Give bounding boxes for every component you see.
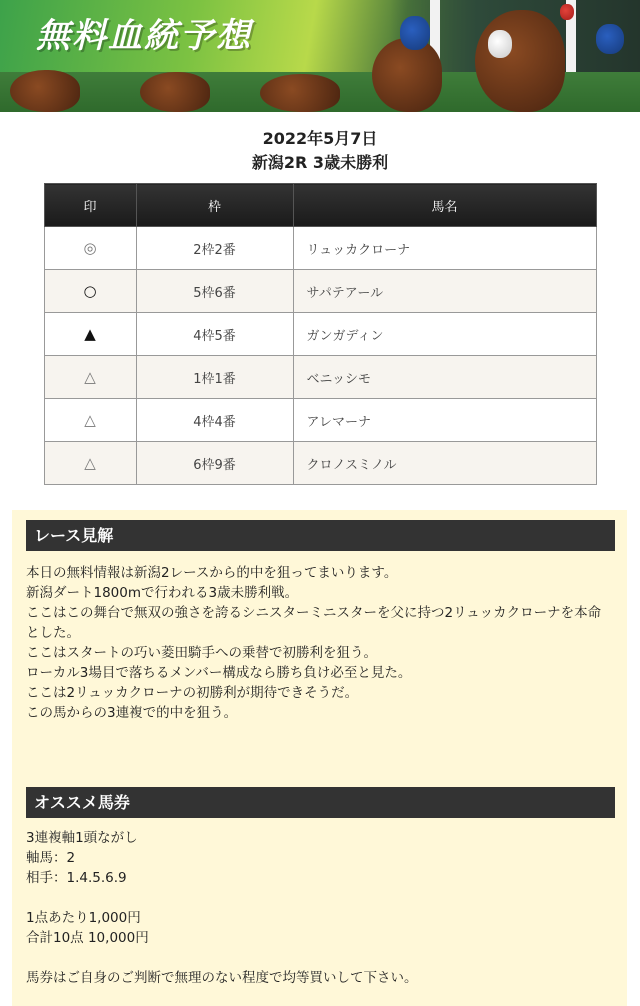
analysis-line: ここはこの舞台で無双の強さを誇るシニスターミニスターを父に持つ2リュッカクローナを本命 bbox=[26, 605, 602, 621]
analysis-line: ここはスタートの巧い菱田騎手への乗替で初勝利を狙う。 bbox=[26, 645, 377, 661]
analysis-line: ローカル3場目で落ちるメンバー構成なら勝ち負け必至と見た。 bbox=[26, 665, 412, 681]
banner-horse-image bbox=[372, 38, 442, 112]
table-row bbox=[44, 227, 596, 270]
gate-cell: 4枠5番 bbox=[136, 313, 293, 356]
horse-name-cell: アレマーナ bbox=[293, 399, 596, 442]
gate-cell: 5枠6番 bbox=[136, 270, 293, 313]
analysis-line: 新潟ダート1800mで行われる3歳未勝利戦。 bbox=[26, 585, 299, 601]
banner-jockey-image bbox=[488, 30, 512, 58]
banner-horse-image bbox=[10, 70, 80, 112]
header-horse-name: 馬名 bbox=[293, 184, 596, 227]
table-header-row bbox=[44, 184, 596, 227]
bet-line: 3連複軸1頭ながし bbox=[26, 830, 138, 846]
gate-cell: 6枠9番 bbox=[136, 442, 293, 485]
race-heading bbox=[0, 112, 640, 175]
race-analysis-text bbox=[26, 563, 621, 723]
recommended-bets-text bbox=[26, 828, 621, 988]
table-row bbox=[44, 313, 596, 356]
horse-name-cell: リュッカクローナ bbox=[293, 227, 596, 270]
banner-jockey-image bbox=[596, 24, 624, 54]
horse-name-cell: クロノスミノル bbox=[293, 442, 596, 485]
mark-cell: △ bbox=[44, 399, 136, 442]
analysis-line: ここは2リュッカクローナの初勝利が期待できそうだ。 bbox=[26, 685, 359, 701]
banner-jockey-image bbox=[400, 16, 430, 50]
banner-horse-image bbox=[260, 74, 340, 112]
bet-line bbox=[26, 888, 621, 908]
gate-cell: 4枠4番 bbox=[136, 399, 293, 442]
bet-line bbox=[26, 948, 621, 968]
mark-cell: △ bbox=[44, 442, 136, 485]
horse-name-cell: ガンガディン bbox=[293, 313, 596, 356]
header-banner bbox=[0, 0, 640, 112]
table-row bbox=[44, 442, 596, 485]
analysis-panel bbox=[12, 510, 627, 1006]
banner-jockey-image bbox=[560, 4, 574, 20]
gate-cell: 1枠1番 bbox=[136, 356, 293, 399]
mark-cell: ◎ bbox=[44, 227, 136, 270]
bet-line: 相手：1.4.5.6.9 bbox=[26, 870, 127, 886]
banner-horse-image bbox=[475, 10, 565, 112]
gate-cell: 2枠2番 bbox=[136, 227, 293, 270]
race-name: 新潟2R 3歳未勝利 bbox=[251, 153, 389, 172]
analysis-line: とした。 bbox=[26, 625, 80, 641]
banner-title: 無料血統予想 bbox=[36, 16, 252, 56]
mark-cell: △ bbox=[44, 356, 136, 399]
bet-line: 馬券はご自身のご判断で無理のない程度で均等買いして下さい。 bbox=[26, 970, 418, 986]
horse-name-cell: サパテアール bbox=[293, 270, 596, 313]
bet-line: 合計10点 10,000円 bbox=[26, 930, 149, 946]
race-analysis-heading: レース見解 bbox=[26, 520, 615, 551]
analysis-line: 本日の無料情報は新潟2レースから的中を狙ってまいります。 bbox=[26, 565, 398, 581]
race-date: 2022年5月7日 bbox=[262, 129, 378, 148]
bet-line: 1点あたり1,000円 bbox=[26, 910, 141, 926]
horse-name-cell: ベニッシモ bbox=[293, 356, 596, 399]
banner-horse-image bbox=[140, 72, 210, 112]
header-gate: 枠 bbox=[136, 184, 293, 227]
table-row bbox=[44, 270, 596, 313]
mark-cell: ○ bbox=[44, 270, 136, 313]
prediction-table bbox=[44, 183, 597, 485]
mark-cell: ▲ bbox=[44, 313, 136, 356]
table-row bbox=[44, 356, 596, 399]
recommended-bets-heading: オススメ馬券 bbox=[26, 787, 615, 818]
analysis-line: この馬からの3連複で的中を狙う。 bbox=[26, 705, 238, 721]
header-mark: 印 bbox=[44, 184, 136, 227]
bet-line: 軸馬：2 bbox=[26, 850, 76, 866]
table-row bbox=[44, 399, 596, 442]
